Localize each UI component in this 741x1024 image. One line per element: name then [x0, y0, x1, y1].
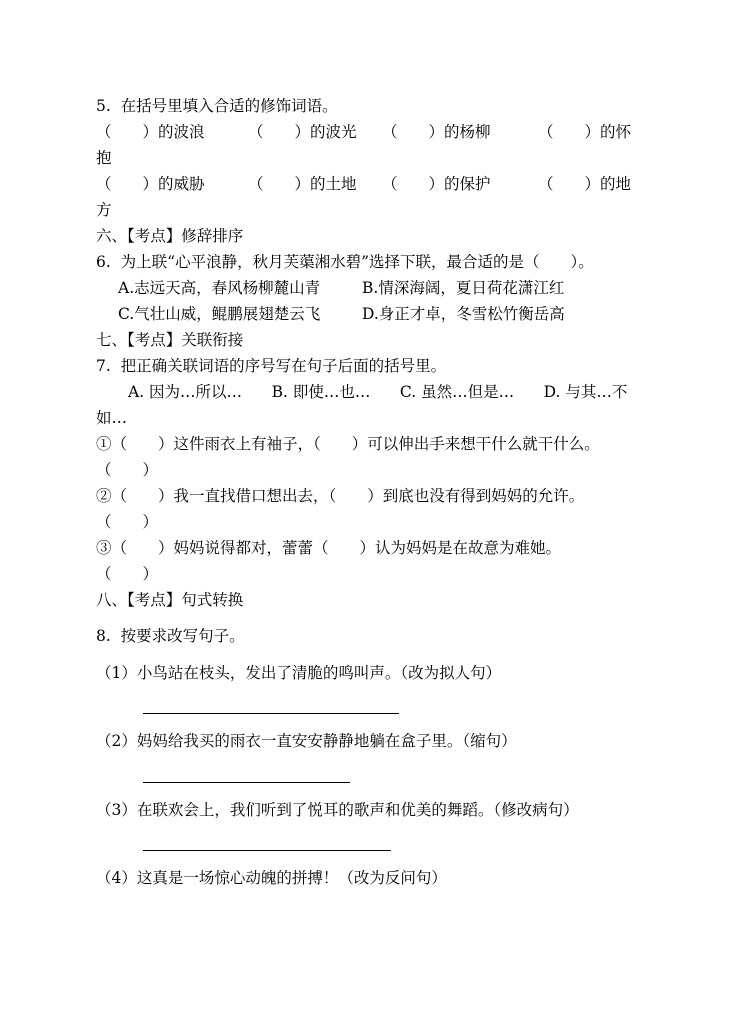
section-8-heading: 八、【考点】句式转换 [96, 591, 244, 609]
q5-row2-wrap: 方 [96, 201, 112, 219]
q5-row1-item-4: （ ）的怀 [538, 123, 632, 141]
q8-sentence-3: （3）在联欢会上，我们听到了悦耳的歌声和优美的舞蹈。（修改病句） [96, 801, 579, 819]
q7-title: 7. 把正确关联词语的序号写在句子后面的括号里。 [96, 357, 447, 375]
q8-sentence-1: （1）小鸟站在枝头，发出了清脆的鸣叫声。（改为拟人句） [96, 664, 502, 682]
q7-options: A. 因为…所以… B. 即使…也… C. 虽然…但是… D. 与其…不 [128, 383, 628, 401]
q8-sentence-4: （4）这真是一场惊心动魄的拼搏！（改为反问句） [96, 869, 447, 887]
q8-sentence-2: （2）妈妈给我买的雨衣一直安安静静地躺在盒子里。（缩句） [96, 732, 517, 750]
q5-row1-item-3: （ ）的杨柳 [382, 123, 491, 141]
section-7-heading: 七、【考点】关联衔接 [96, 331, 244, 349]
q8-answer-line-2[interactable] [143, 782, 350, 783]
q7-sentence-1: ①（ ）这件雨衣上有袖子，（ ）可以伸出手来想干什么就干什么。 [96, 435, 600, 453]
q8-answer-line-3[interactable] [143, 850, 391, 851]
q5-row1-item-2: （ ）的波光 [248, 123, 357, 141]
q7-answer-blank-1: （ ） [96, 461, 159, 479]
q6-title: 6. 为上联“心平浪静，秋月芙蕖湘水碧”选择下联，最合适的是（ ）。 [96, 253, 594, 271]
q5-row2-item-1: （ ）的威胁 [96, 175, 205, 193]
q5-row2-item-2: （ ）的土地 [248, 175, 357, 193]
q8-answer-line-1[interactable] [143, 713, 399, 714]
q6-option-d: D.身正才卓，冬雪松竹衡岳高 [362, 305, 565, 323]
q7-answer-blank-3: （ ） [96, 565, 159, 583]
q5-row2-item-4: （ ）的地 [538, 175, 632, 193]
q6-option-b: B.情深海阔，夏日荷花潇江红 [362, 279, 565, 297]
q7-options-wrap: 如… [96, 409, 128, 427]
q7-answer-blank-2: （ ） [96, 513, 159, 531]
q5-row1-wrap: 抱 [96, 149, 112, 167]
q7-sentence-2: ②（ ）我一直找借口想出去，（ ）到底也没有得到妈妈的允许。 [96, 487, 585, 505]
q5-row2-item-3: （ ）的保护 [382, 175, 491, 193]
q8-title: 8. 按要求改写句子。 [96, 627, 245, 645]
q5-title: 5. 在括号里填入合适的修饰词语。 [96, 97, 338, 115]
q6-option-c: C.气壮山威，鲲鹏展翅楚云飞 [118, 305, 321, 323]
q7-sentence-3: ③（ ）妈妈说得都对，蕾蕾（ ）认为妈妈是在故意为难她。 [96, 539, 562, 557]
q5-row1-item-1: （ ）的波浪 [96, 123, 205, 141]
q6-option-a: A.志远天高，春风杨柳麓山青 [118, 279, 321, 297]
section-6-heading: 六、【考点】修辞排序 [96, 227, 244, 245]
